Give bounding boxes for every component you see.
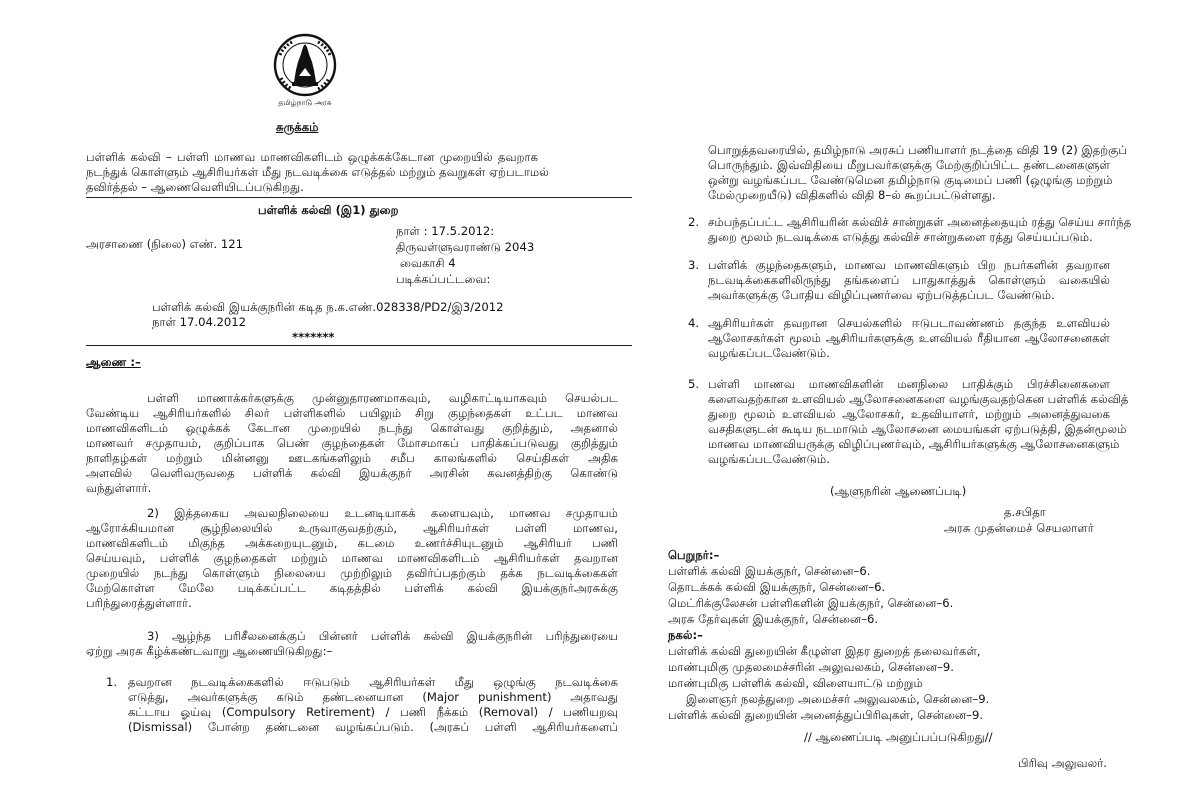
emblem-caption: தமிழ்நாடு அரசு [278, 98, 332, 107]
document-title: சுருக்கம் [276, 120, 319, 134]
item3-line: அவர்களுக்கு போதிய விழிப்புணர்வை ஏற்படுத்தப்பட வேண்டும். [708, 288, 1055, 302]
reference-letter: பள்ளிக் கல்வி இயக்குநரின் கடித ந.க.எண்.028338/PD2/இ3/2012 [152, 300, 504, 314]
item5-line: துறை மூலம் உளவியல் ஆலோசகர், உதவியாளர், மற்றும் அனைத்துவகை [708, 407, 1110, 421]
item4-line: ஆலோசகர்கள் மூலம் ஆசிரியர்களுக்கு உளவியல் ரீதியான ஆலோசனைகள் [708, 331, 1110, 345]
subject-line-3: தவிர்த்தல் – ஆணைவெளியிடப்படுகிறது. [86, 180, 304, 194]
item4-number: 4. [688, 316, 700, 330]
item4-line: வழங்கப்படவேண்டும். [708, 346, 830, 360]
para2-line: ஆரோக்கியமான சூழ்நிலையில் உருவாகுவதற்கும், ஆசிரியர்கள் பள்ளி மாணவ, [86, 521, 618, 535]
para1-line: வேண்டிய ஆசிரியர்களில் சிலர் பள்ளிகளில் பயிலும் சிறு குழந்தைகள் உட்பட மாணவ [86, 406, 618, 420]
recipients-label: பெறுநர்:– [668, 548, 720, 562]
para1-line: அளவில் வெளிவருவதை பள்ளிக் கல்வி இயக்குநர் அரசின் கவனத்திற்கு கொண்டு [86, 466, 618, 480]
item5-line: வழங்கப்படவேண்டும். [708, 452, 830, 466]
item5-line: வசதிகளுடன் கூடிய நடமாடும் ஆலோசனை மையங்கள் ஏற்படுத்தி, இதன்மூலம் [708, 422, 1127, 436]
tamil-year: திருவள்ளுவராண்டு 2043 [396, 240, 535, 254]
copy-item: பள்ளிக் கல்வி துறையின் அனைத்துப்பிரிவுகள், சென்னை–9. [668, 708, 984, 722]
item1-line: (Dismissal) போன்ற தண்டனை வழங்கப்படும். (அரசுப் பள்ளி ஆசிரியர்களைப் [128, 720, 618, 734]
recipient-item: மெட்ரிக்குலேசன் பள்ளிகளின் இயக்குநர், சென்னை–6. [668, 596, 954, 610]
para3-line: 3) ஆழ்ந்த பரிசீலனைக்குப் பின்னர் பள்ளிக் கல்வி இயக்குநரின் பரிந்துரையை [147, 629, 618, 643]
para1-line: மாணவிகளிடம் ஒழுக்கக் கேடான முறையில் நடந்து கொள்வது குறித்தும், அதனால் [86, 421, 618, 435]
para2-line: மேற்கொள்ள மேலே படிக்கப்பட்ட கடிதத்தில் பள்ளிக் கல்வி இயக்குநர்அரசுக்கு [86, 581, 618, 595]
item3-number: 3. [688, 258, 700, 272]
subject-line-2: நடந்துக் கொள்ளும் ஆசிரியர்கள் மீது நடவடிக்கை எடுத்தல் மற்றும் தவறுகள் ஏற்படாமல் [86, 165, 549, 179]
item5-line: மாணவ மாணவியருக்கு விழிப்புணர்வும், ஆசிரியர்களுக்கு ஆலோசனைகளும் [708, 437, 1120, 451]
signatory-name: த.சபிதா [1004, 505, 1046, 519]
copy-item: மாண்புமிகு முதலமைச்சரின் அலுவலகம், சென்னை–9. [668, 660, 954, 674]
para2-line: 2) இத்தகைய அவலநிலையை உடனடியாகக் களையவும், மாணவ சமுதாயம் [147, 506, 618, 520]
section-officer: பிரிவு அலுவலர். [1018, 756, 1107, 770]
para1-line: நாளிதழ்கள் மற்றும் மின்னனு ஊடகங்களிலும் சமீப காலங்களில் செய்திகள் அதிக [86, 451, 618, 465]
item2-number: 2. [688, 215, 700, 229]
item3-line: நடவடிக்கைகளிலிருந்து தங்களைப் பாதுகாத்துக் கொள்ளும் வகையில் [708, 273, 1110, 287]
item5-line: பள்ளி மாணவ மாணவிகளின் மனநிலை பாதிக்கும் பிரச்சினைகளை [708, 377, 1110, 391]
subject-divider [86, 197, 632, 198]
separator-stars: ******* [292, 330, 335, 344]
forwarded-note: // ஆணைப்படி அனுப்பப்படுகிறது// [804, 730, 993, 744]
item1-cont-line: பொருந்தும். இவ்விதியை மீறுபவர்களுக்கு மேற்குறிப்பிட்ட தண்டனைகளுள் [708, 158, 1110, 172]
read-label: படிக்கப்பட்டவை: [396, 272, 491, 286]
item5-line: களைவதற்கான உளவியல் ஆலோசனைகளை வழங்குவதற்கென பள்ளிக் கல்வித் [708, 392, 1129, 406]
item4-line: ஆசிரியர்கள் தவறான செயல்களில் ஈடுபடாவண்ணம் தகுந்த உளவியல் [708, 316, 1110, 330]
tamil-month: வைகாசி 4 [400, 256, 456, 270]
para1-line: வந்துள்ளார். [86, 481, 152, 495]
copy-label: நகல்:– [668, 628, 703, 642]
item1-number: 1. [106, 675, 118, 689]
para2-line: மாணவிகளிடம் மிகுந்த அக்கறையுடனும், கடமை உணர்ச்சியுடனும் ஆசிரியர் பணி [86, 536, 618, 550]
item3-line: பள்ளிக் குழந்தைகளும், மாணவ மாணவிகளும் பிற நபர்களின் தவறான [708, 258, 1110, 272]
item2-line: சம்பந்தப்பட்ட ஆசிரியரின் கல்விச் சான்றுகள் அனைத்தையும் ரத்து செய்ய சார்ந்த [708, 215, 1132, 229]
order-label: ஆணை :– [86, 355, 141, 369]
item1-cont-line: பொறுத்தவரையில், தமிழ்நாடு அரசுப் பணியாளர் நடத்தை விதி 19 (2) இதற்குப் [708, 143, 1128, 157]
para3-line: ஏற்று அரசு கீழ்க்கண்டவாறு ஆணையிடுகிறது:– [86, 644, 333, 658]
tamil-nadu-emblem [272, 32, 338, 110]
para2-line: செய்யவும், பள்ளிக் குழந்தைகள் மற்றும் மாணவ மாணவிகளிடம் ஆசிரியர்கள் தவறான [86, 551, 618, 565]
copy-item: பள்ளிக் கல்வி துறையின் கீழுள்ள இதர துறைத் தலைவர்கள், [668, 644, 981, 658]
item2-line: துறை மூலம் நடவடிக்கை எடுத்து கல்விச் சான்றுகளை ரத்து செய்யப்படும். [708, 230, 1093, 244]
subject-line-1: பள்ளிக் கல்வி – பள்ளி மாணவ மாணவிகளிடம் ஒழுக்கக்கேடான முறையில் தவறாக [86, 150, 538, 164]
order-date: நாள் : 17.5.2012: [396, 224, 495, 238]
copy-item: இளைஞர் நலத்துறை அமைச்சர் அலுவலகம், சென்னை–9. [686, 692, 990, 706]
item1-line: கட்டாய ஓய்வு (Compulsory Retirement) / பணி நீக்கம் (Removal) / பணியறவு [128, 705, 618, 719]
recipient-item: அரசு தேர்வுகள் இயக்குநர், சென்னை–6. [668, 612, 879, 626]
item1-cont-line: ஒன்று வழங்கப்பட வேண்டுமென தமிழ்நாடு குடிமைப் பணி (ஒழுங்கு மற்றும் [708, 173, 1113, 187]
para1-line: மாணவர் சமுதாயம், குறிப்பாக பெண் குழந்தைகள் மோசமாகப் பாதிக்கப்படுவது குறித்தும் [86, 436, 618, 450]
go-number: அரசாணை (நிலை) எண். 121 [86, 237, 243, 251]
order-divider [86, 345, 632, 346]
item1-line: எடுத்து, அவர்களுக்கு கடும் தண்டனையான (Major punishment) அதாவது [128, 690, 618, 704]
recipient-item: தொடக்கக் கல்வி இயக்குநர், சென்னை–6. [668, 580, 886, 594]
department-heading: பள்ளிக் கல்வி (இ1) துறை [258, 203, 399, 217]
para2-line: முறையில் நடந்து கொள்ளும் நிலையை முற்றிலும் தவிர்ப்பதற்கும் தக்க நடவடிக்கைகள் [86, 566, 618, 580]
copy-item: மாண்புமிகு பள்ளிக் கல்வி, விளையாட்டு மற்றும் [668, 676, 923, 690]
governor-order: (ஆளுநரின் ஆணைப்படி) [830, 484, 967, 498]
item5-number: 5. [688, 377, 700, 391]
item1-line: தவறான நடவடிக்கைகளில் ஈடுபடும் ஆசிரியர்கள் மீது ஒழுங்கு நடவடிக்கை [128, 675, 618, 689]
item1-cont-line: மேல்முறையீடு) விதிகளில் விதி 8–ல் கூறப்பட்டுள்ளது. [708, 188, 996, 202]
reference-date: நாள் 17.04.2012 [152, 315, 247, 329]
para2-line: பரிந்துரைத்துள்ளார். [86, 596, 192, 610]
signatory-title: அரசு முதன்மைச் செயலாளர் [944, 521, 1094, 535]
recipient-item: பள்ளிக் கல்வி இயக்குநர், சென்னை–6. [668, 564, 871, 578]
para1-line: பள்ளி மாணாக்கர்களுக்கு முன்னுதாரணமாகவும், வழிகாட்டியாகவும் செயல்பட [147, 391, 618, 405]
